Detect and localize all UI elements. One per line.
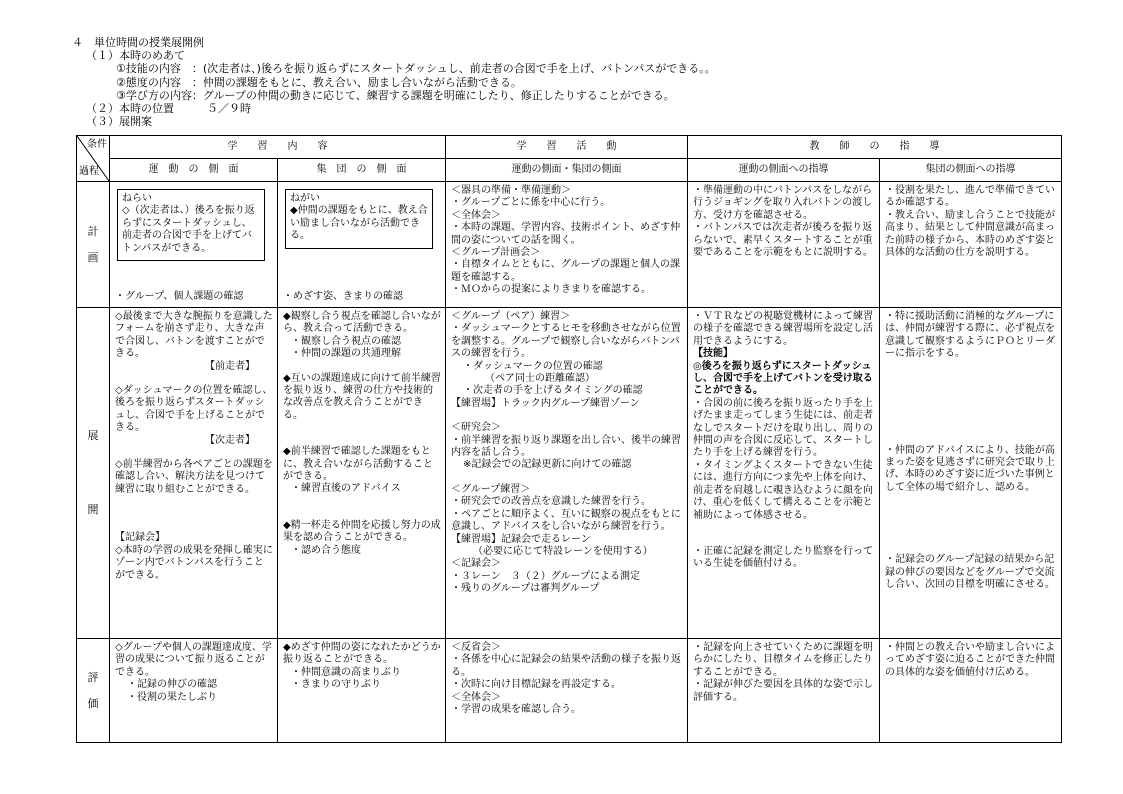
plan-group-note: ・めざす姿、きまりの確認 <box>283 290 403 302</box>
corner-condition: 条件 <box>87 139 107 150</box>
sub-activity: 運動の側面・集団の側面 <box>446 159 688 182</box>
wish-box: ねがい ◆仲間の課題をもとに、教え合い励まし合いながら活動できる。 <box>285 189 433 249</box>
evaluate-group-cell: ◆めざす仲間の姿になれたかどうか振り返ることができる。 ・仲間意識の高まりぶり ・きまりの守りぶり <box>278 639 446 743</box>
page-header <box>72 36 716 128</box>
col-learning-content: 学 習 内 容 <box>110 136 446 159</box>
plan-label: （３）展開案 <box>86 115 152 129</box>
plan-motion-cell <box>110 182 278 308</box>
plan-group-cell <box>278 182 446 308</box>
develop-activity-cell: ＜グループ（ペア）練習＞ ・ダッシュマークとするヒモを移動させながら位置を調整する。グループで観察し合いながらバトンパスの練習を行う。 ・ダッシュマークの位置の確認 （ペア同士の距離確認） ・次走者の手を上げるタイミングの確認 【練習場】トラック内グループ練習ゾーン ＜研究会＞ ・前半練習を振り返り課題を出し合い、後半の練習内容を話し合う。 ※記録会での記録更新に向けての確認 ＜グループ練習＞ ・研究会での改善点を意識した練習を行う。 ・ペアごとに順序よく、互いに観察の視点をもとに意識し、アドバイスをし合いながら練習を行う。 【練習場】記録会で走るレーン （必要に応じて特設レーンを使用する） ＜記録会＞ ・３レーン ３（２）グループによる測定 ・残りのグループは審判グループ <box>446 308 688 639</box>
sub-group: 集 団 の 側 面 <box>278 159 446 182</box>
develop-group-cell: ◆観察し合う視点を確認し合いながら、教え合って活動できる。 ・観察し合う視点の確認 ・仲間の課題の共通理解 ◆互いの課題達成に向けて前半練習を振り返り、練習の仕方や技術的な改善点を教え合うことができる。 ◆前半練習で確認した課題をもとに、教え合いながら活動することができる。 ・練習直後のアドバイス ◆精一杯走る仲間を応援し努力の成果を認め合うことができる。 ・認め合う態度 <box>278 308 446 639</box>
aim-box: ねらい ◇（次走者は、）後ろを振り返らずにスタートダッシュし、前走者の合図で手を上げてバトンパスができる。 <box>117 189 265 261</box>
stage-plan: 計 画 <box>77 182 110 308</box>
section-title: ４ 単位時間の授業展開例 <box>72 36 204 49</box>
develop-motion-cell: ◇最後まで大きな腕振りを意識したフォームを崩さず走り、大きな声で合図し、バトンを渡すことができる。 【前走者】 ◇ダッシュマークの位置を確認し、後ろを振り返らずスタートダッシュし、合図で手を上げることができる。 【次走者】 ◇前半練習から各ペアごとの課題を確認し合い、解決方法を見つけて練習に取り組むことができる。 【記録会】 ◇本時の学習の成果を発揮し確実にゾーン内でバトンパスを行うことができる。 <box>110 308 278 639</box>
develop-teacher-group-cell: ・特に援助活動に消極的なグループには、仲間が練習する際に、必ず視点を意識して観察するようにＰＯとリーダーに指示をする。 ・仲間のアドバイスにより、技能が高まった姿を見逃さずに研究会で取り上げ、本時のめざす姿に近づいた事例として全体の場で紹介し、認める。 ・記録会のグループ記録の結果から記録の伸びの要因などをグループで交流し合い、次回の目標を明確にさせる。 <box>880 308 1062 639</box>
stage-evaluate: 評 価 <box>77 639 110 743</box>
aim-heading: （１）本時のめあて <box>86 49 185 63</box>
corner-cell <box>77 136 110 182</box>
evaluate-teacher-motion-cell: ・記録を向上させていくために課題を明らかにしたり、目標タイムを修正したりすることができる。 ・記録が伸びた要因を具体的な姿で示し評価する。 <box>688 639 880 743</box>
evaluate-teacher-group-cell: ・仲間との教え合いや励まし合いによってめざす姿に迫ることができた仲間の具体的な姿を価値付け広める。 <box>880 639 1062 743</box>
aim-skill: ①技能の内容 ：(次走者は、)後ろを振り返らずにスタートダッシュし、前走者の合図で手を上げ、バトンパスができる。。 <box>116 62 716 76</box>
evaluate-activity-cell: ＜反省会＞ ・各係を中心に記録会の結果や活動の様子を振り返る。 ・次時に向け目標記録を再設定する。 ＜全体会＞ ・学習の成果を確認し合う。 <box>446 639 688 743</box>
row-plan <box>77 182 1062 308</box>
sub-motion: 運 動 の 側 面 <box>110 159 278 182</box>
plan-teacher-group-cell: ・役割を果たし、進んで準備できているか確認する。 ・教え合い、励まし合うことで技能が高まり、結果として仲間意識が高まった前時の様子から、本時のめざす姿と具体的な活動の仕方を説明する。 <box>880 182 1062 308</box>
aim-learning: ③学び方の内容：グループの仲間の動きに応じて、練習する課題を明確にしたり、修正したりすることができる。 <box>116 88 675 102</box>
sub-teacher-motion: 運動の側面への指導 <box>688 159 880 182</box>
plan-motion-note: ・グループ、個人課題の確認 <box>115 290 244 302</box>
develop-teacher-motion-cell: ・ＶＴＲなどの視聴覚機材によって練習の様子を確認できる練習場所を設定し活用できるようにする。 【技能】 ◎後ろを振り返らずにスタートダッシュし、合図で手を上げてバトンを受け取ることができる。 ・合図の前に後ろを振り返ったり手を上げたまま走ってしまう生徒には、前走者なしでスタートだけを取り出し、周りの仲間の声を合図に反応して、スタートしたり手を上げる練習を行う。 ・タイミングよくスタートできない生徒には、進行方向につま先や上体を向け、前走者を肩越しに覗き込むように顔を向け、重心を低くして構えることを示範と補助によって体感させる。 ・正確に記録を測定したり監察を行っている生徒を価値付ける。 <box>688 308 880 639</box>
aim-attitude: ②態度の内容 ：仲間の課題をもとに、教え合い、励まし合いながら活動できる。 <box>116 75 522 89</box>
plan-teacher-motion-cell: ・準備運動の中にバトンパスをしながら行うジョギングを取り入れバトンの渡し方、受け方を確認させる。 ・バトンパスでは次走者が後ろを振り返らないで、素早くスタートすることが重要であることを示範をもとに説明する。 <box>688 182 880 308</box>
row-develop <box>77 308 1062 639</box>
stage-develop: 展 開 <box>77 308 110 639</box>
corner-process: 過程 <box>79 165 99 177</box>
col-learning-activity: 学 習 活 動 <box>446 136 688 159</box>
row-evaluate <box>77 639 1062 743</box>
col-teacher-guidance: 教 師 の 指 導 <box>688 136 1062 159</box>
evaluate-motion-cell: ◇グループや個人の課題達成度、学習の成果について振り返ることができる。 ・記録の伸びの確認 ・役割の果たしぶり <box>110 639 278 743</box>
lesson-position: （２）本時の位置 ５／９時 <box>86 102 251 116</box>
plan-activity-cell: ＜器具の準備・準備運動＞ ・グループごとに係を中心に行う。 ＜全体会＞ ・本時の課題、学習内容、技術ポイント、めざす仲間の姿についての話を聞く。 ＜グループ計画会＞ ・自標タイムとともに、グループの課題と個人の課題を確認する。 ・ＭＯからの提案によりきまりを確認する。 <box>446 182 688 308</box>
lesson-plan-table <box>76 135 1062 743</box>
sub-teacher-group: 集団の側面への指導 <box>880 159 1062 182</box>
